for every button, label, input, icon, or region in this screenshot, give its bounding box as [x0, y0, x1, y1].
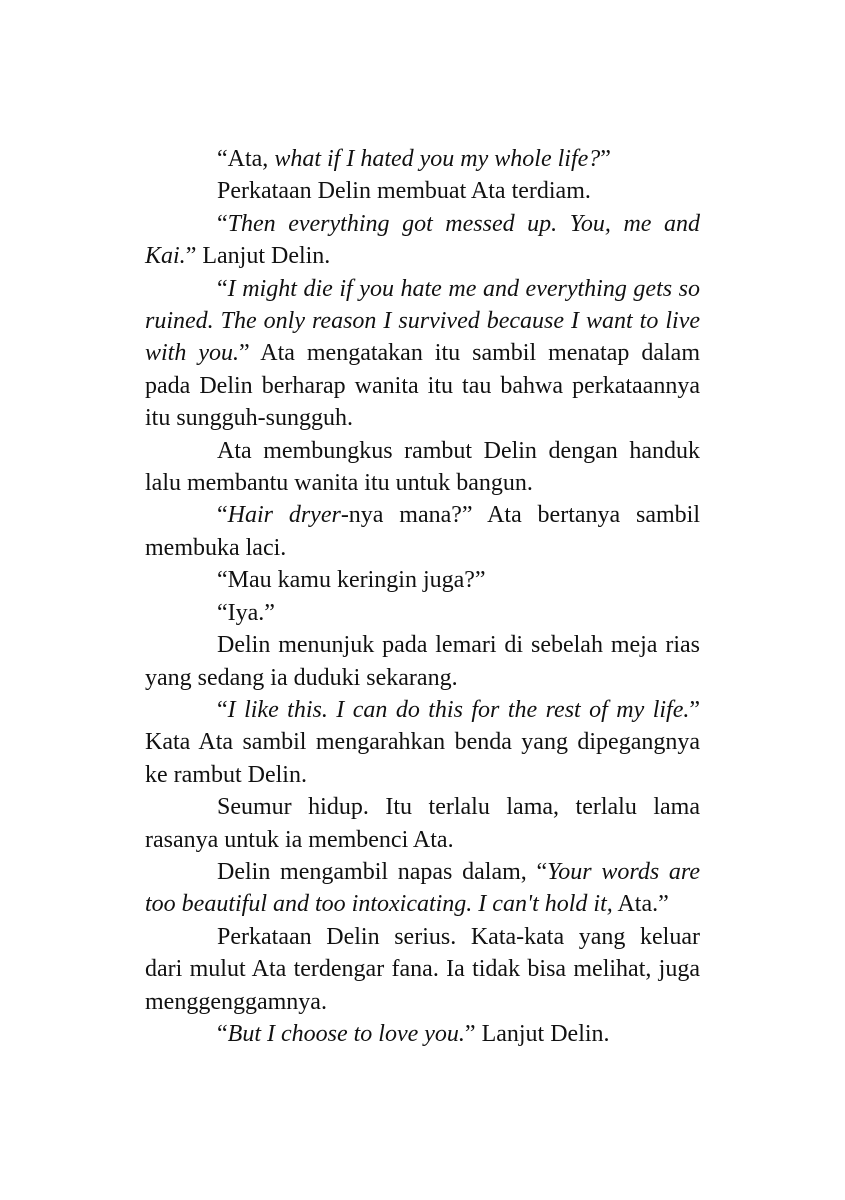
text-segment: “: [217, 210, 228, 237]
italic-text-segment: But I choose to love you.: [227, 1020, 465, 1047]
paragraph: [145, 499, 700, 564]
text-segment: Perkataan Delin serius. Kata-kata yang keluar dari mulut Ata terdengar fana. Ia tidak bisa melihat, juga menggenggamnya.: [145, 923, 700, 1015]
paragraph: [145, 143, 700, 175]
text-segment: ” Lanjut Delin.: [464, 1020, 610, 1047]
text-segment: -nya mana?” Ata bertanya sambil membuka laci.: [145, 502, 700, 561]
paragraph: [145, 597, 700, 629]
text-segment: “Mau kamu keringin juga?”: [217, 567, 486, 594]
paragraph: [145, 564, 700, 596]
body-text: [145, 143, 700, 1050]
text-segment: “: [217, 696, 228, 723]
italic-text-segment: Then everything got messed up. You, me and Kai.: [145, 210, 700, 270]
italic-text-segment: I might die if you hate me and everything gets so ruined. The only reason I survived because I want to live with you.: [145, 275, 700, 367]
text-segment: Ata membungkus rambut Delin dengan handuk lalu membantu wanita itu untuk bangun.: [145, 437, 700, 497]
text-segment: “: [217, 502, 228, 529]
text-segment: ” Lanjut Delin.: [185, 243, 331, 270]
text-segment: “: [217, 275, 228, 302]
text-segment: Ata.”: [612, 891, 669, 918]
paragraph: [145, 921, 700, 1018]
italic-text-segment: Hair dryer: [227, 502, 341, 529]
text-segment: “: [217, 1020, 228, 1047]
text-segment: Delin menunjuk pada lemari di sebelah meja rias yang sedang ia duduki sekarang.: [145, 632, 700, 691]
paragraph: [145, 1018, 700, 1050]
italic-text-segment: what if I hated you my whole life?: [274, 146, 601, 172]
italic-text-segment: Your words are too beautiful and too intoxicating. I can't hold it,: [145, 858, 700, 918]
italic-text-segment: I like this. I can do this for the rest of my life.: [227, 696, 690, 723]
paragraph: [145, 791, 700, 856]
text-segment: Perkataan Delin membuat Ata terdiam.: [217, 178, 591, 205]
paragraph: [145, 208, 700, 273]
paragraph: [145, 175, 700, 207]
text-segment: “Iya.”: [217, 599, 275, 626]
text-segment: ”: [600, 146, 611, 172]
text-segment: ” Ata mengatakan itu sambil menatap dalam pada Delin berharap wanita itu tau bahwa perkataannya itu sungguh-sungguh.: [145, 340, 700, 432]
paragraph: [145, 273, 700, 435]
paragraph: [145, 435, 700, 500]
text-segment: Delin mengambil napas dalam, “: [217, 858, 548, 885]
paragraph: [145, 694, 700, 791]
paragraph: [145, 629, 700, 694]
text-segment: ” Kata Ata sambil mengarahkan benda yang dipegangnya ke rambut Delin.: [145, 696, 700, 788]
text-segment: Seumur hidup. Itu terlalu lama, terlalu lama rasanya untuk ia membenci Ata.: [145, 794, 700, 853]
paragraph: [145, 856, 700, 921]
text-segment: “Ata,: [217, 146, 275, 172]
